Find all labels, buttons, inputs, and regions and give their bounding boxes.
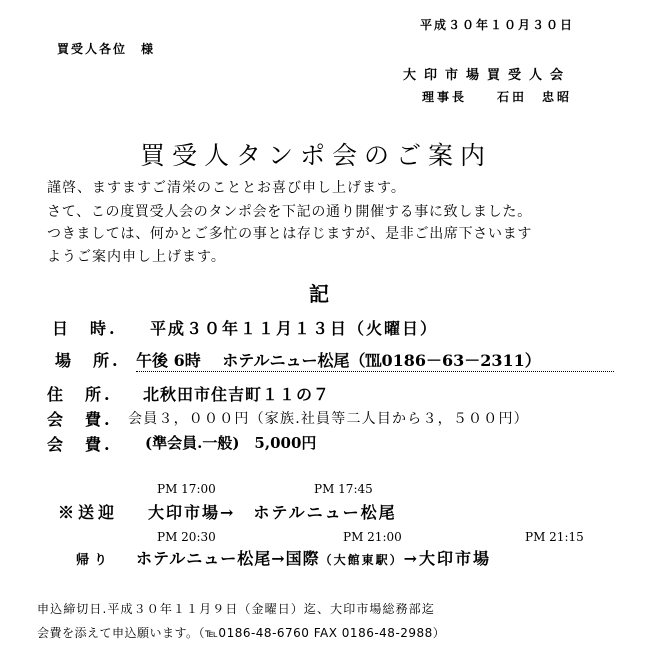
fee2-value: (準会員.一般) 5,000円 <box>145 434 317 452</box>
ki-heading: 記 <box>309 282 329 306</box>
pickup-time-2: PM 17:45 <box>314 482 373 496</box>
date-value: 平成３０年１１月１３日（火曜日） <box>150 319 439 338</box>
return-route-station: （大館東駅） <box>319 553 404 567</box>
return-time-2: PM 21:00 <box>343 530 402 544</box>
return-route <box>136 546 491 569</box>
body-line-4: ようご案内申し上げます。 <box>47 249 226 265</box>
footer-deadline: 申込締切日.平成３０年１１月９日（金曜日）迄、大印市場総務部迄 <box>37 602 435 616</box>
address-label: 住 所. <box>47 385 113 404</box>
fee2-label: 会 費. <box>47 435 113 454</box>
recipient: 買受人各位 様 <box>57 42 156 56</box>
body-line-2: さて、この度買受人会のタンポ会を下記の通り開催する事に致しました。 <box>47 204 532 220</box>
return-label: 帰り <box>76 553 113 568</box>
pickup-route: 大印市場→ ホテルニュー松尾 <box>148 503 397 522</box>
fee-value: 会員３，０００円（家族.社員等二人目から３，５００円） <box>128 411 529 427</box>
pickup-label: ※送迎 <box>58 503 119 522</box>
body-line-1: 謹啓、ますますご清栄のこととお喜び申し上げます。 <box>47 180 406 196</box>
date-label: 日 時. <box>52 319 118 338</box>
sender-organization: 大印市場買受人会 <box>403 68 572 83</box>
fee-label: 会 費. <box>47 410 113 429</box>
return-time-3: PM 21:15 <box>525 530 584 544</box>
return-route-market: →大印市場 <box>403 549 492 568</box>
body-line-3: つきましては、何かとご多忙の事とは存じますが、是非ご出席下さいます <box>47 226 533 242</box>
address-value: 北秋田市住吉町１１の７ <box>143 385 331 404</box>
pickup-time-1: PM 17:00 <box>157 482 216 496</box>
document-title: 買受人タンポ会のご案内 <box>140 141 493 170</box>
footer-contact: 会費を添えて申込願います。（℡0186-48-6760 FAX 0186-48-2988） <box>37 626 446 640</box>
place-label: 場 所. <box>55 351 121 370</box>
place-value: 午後 6時 ホテルニュー松尾（℡0186－63－2311） <box>136 348 614 372</box>
sender-name: 理事長 石田 忠昭 <box>422 90 573 104</box>
return-time-1: PM 20:30 <box>157 530 216 544</box>
return-route-hotel: ホテルニュー松尾→国際 <box>136 549 320 568</box>
document-date: 平成３０年１０月３０日 <box>420 18 575 32</box>
